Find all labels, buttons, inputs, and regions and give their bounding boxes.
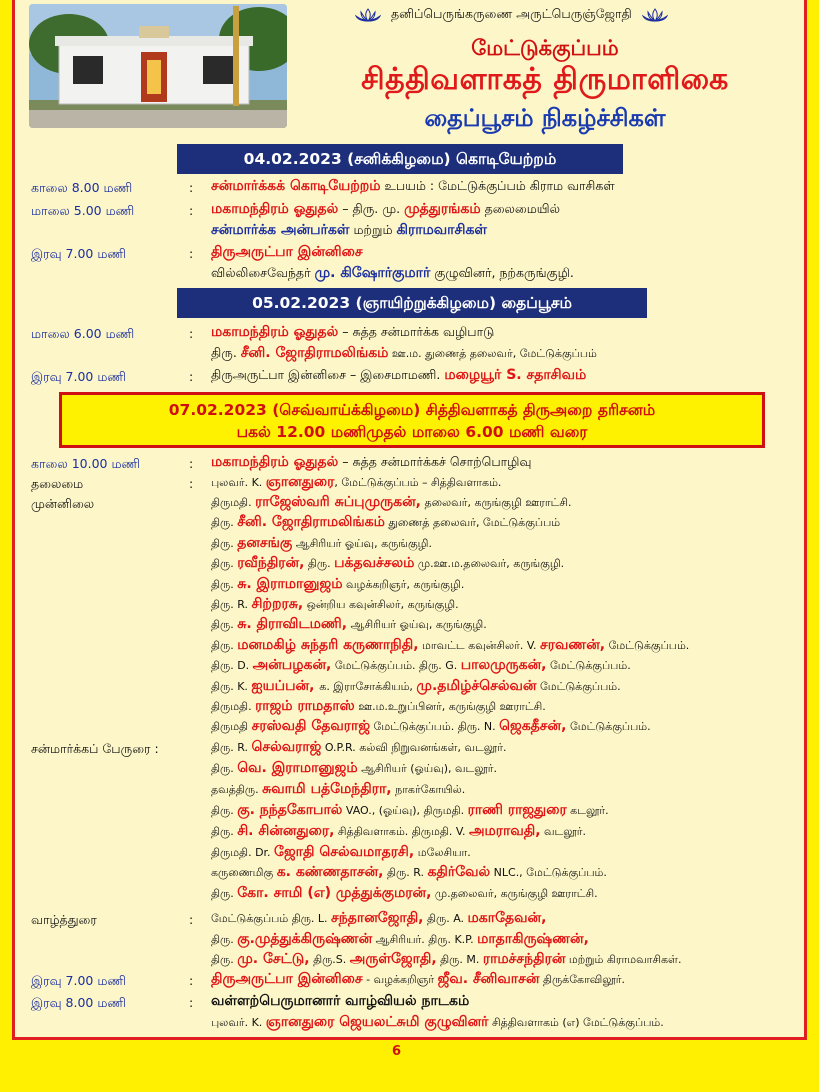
event-text: சித்திவளாகம். திருமதி. V. bbox=[334, 824, 469, 838]
person-name: ஜோதி செல்வமாதரசி, bbox=[274, 843, 415, 860]
person-name: சி. சின்னதுரை, bbox=[237, 822, 335, 839]
list-item bbox=[211, 864, 607, 882]
event-name: மகாமந்திரம் ஓதுதல் bbox=[211, 201, 339, 217]
thanks-label: வாழ்த்துரை bbox=[31, 912, 97, 927]
day3-e8-line2 bbox=[211, 1014, 664, 1032]
day3-e1-desc bbox=[211, 454, 531, 472]
person-name: தனசங்கு bbox=[237, 534, 293, 551]
list-item bbox=[211, 760, 497, 778]
event-text: திரு. R. bbox=[383, 866, 428, 880]
lotus-icon bbox=[355, 8, 381, 22]
day3-e7-desc bbox=[211, 971, 625, 989]
person-name: சு. திராவிடமணி, bbox=[237, 616, 348, 633]
page-number: 6 bbox=[392, 1044, 402, 1059]
event-text: – சுத்த சன்மார்க்கச் சொற்பொழிவு bbox=[338, 454, 532, 469]
event-text: வடலூர். bbox=[540, 824, 587, 838]
list-item bbox=[211, 931, 589, 949]
event-text: O.P.R. கல்வி நிறுவனங்கள், வடலூர். bbox=[321, 741, 507, 754]
event-text: கடலூர். bbox=[566, 803, 609, 817]
list-item bbox=[211, 616, 487, 634]
person-name: அமராவதி, bbox=[468, 822, 541, 839]
list-item bbox=[211, 739, 506, 757]
event-text: மலேசியா. bbox=[414, 845, 471, 859]
person-name: கதிர்வேல் bbox=[427, 864, 491, 881]
colon: : bbox=[189, 476, 194, 491]
event-text: தலைமையில் bbox=[480, 201, 561, 216]
event-text: திருஅருட்பா இன்னிசை – இசைமாமணி. bbox=[211, 367, 445, 382]
event-text: ஆசிரியர் ஓய்வு, கருங்குழி. bbox=[292, 536, 432, 550]
person-name: மனமகிழ் சுந்தரி கருணாநிதி, bbox=[237, 636, 419, 653]
event-text: திரு. bbox=[211, 887, 238, 901]
day1-e3-time: இரவு 7.00 மணி bbox=[31, 246, 127, 261]
lotus-icon bbox=[642, 8, 668, 22]
day2-banner: 05.02.2023 (ஞாயிற்றுக்கிழமை) தைப்பூசம் bbox=[177, 288, 647, 318]
page-title: சித்திவளாகத் திருமாளிகை bbox=[361, 62, 729, 97]
person-name: க. கண்ணதாசன், bbox=[276, 864, 384, 881]
colon: : bbox=[189, 203, 194, 218]
list-item bbox=[211, 657, 631, 675]
event-text: திரு. bbox=[211, 516, 238, 530]
event-text: திரு. bbox=[211, 932, 238, 946]
event-text: திரு. bbox=[211, 953, 238, 966]
person-name: ஞானதுரை ஜெயலட்சுமி குழுவினர் bbox=[265, 1014, 489, 1030]
day3-banner-line2: பகல் 12.00 மணிமுதல் மாலை 6.00 மணி வரை bbox=[236, 423, 588, 441]
event-text: கருணைமிகு bbox=[211, 866, 277, 880]
event-text: மு.தலைவர், கருங்குழி ஊராட்சி. bbox=[431, 887, 598, 901]
person-name: பாலமுருகன், bbox=[460, 657, 547, 674]
event-text: புலவர். K. bbox=[211, 476, 266, 489]
list-item bbox=[211, 698, 546, 716]
day3-e8-desc bbox=[211, 993, 469, 1011]
invocation-line bbox=[355, 6, 755, 23]
event-name: மகாமந்திரம் ஓதுதல் bbox=[211, 454, 339, 470]
day2-e2-desc bbox=[211, 367, 586, 385]
day3-e7-time: இரவு 7.00 மணி bbox=[31, 973, 127, 988]
event-text: திரு. bbox=[211, 536, 238, 550]
day1-e2-desc bbox=[211, 201, 560, 219]
colon: : bbox=[189, 180, 194, 195]
person-name: மழையூர் S. சதாசிவம் bbox=[444, 367, 587, 383]
presence-label: முன்னிலை bbox=[31, 496, 95, 511]
event-text: திரு. bbox=[211, 761, 238, 775]
chair-desc bbox=[211, 474, 501, 492]
page-subtitle: தைப்பூசம் நிகழ்ச்சிகள் bbox=[424, 104, 666, 132]
event-text: வில்லிசைவேந்தர் bbox=[211, 265, 315, 280]
event-text: திருமதி. bbox=[211, 700, 256, 713]
list-item bbox=[211, 718, 651, 736]
invocation-text: தனிப்பெருங்கருணை அருட்பெருஞ்ஜோதி bbox=[391, 6, 632, 21]
day1-e2-time: மாலை 5.00 மணி bbox=[31, 203, 135, 218]
event-text: திருமதி. Dr. bbox=[211, 845, 275, 859]
group-name: சன்மார்க்க அன்பர்கள் bbox=[211, 222, 350, 238]
person-name: பக்தவச்சலம் bbox=[334, 555, 415, 572]
event-text: ஆசிரியர். திரு. K.P. bbox=[372, 932, 478, 946]
event-text: திரு. M. bbox=[436, 953, 483, 966]
person-name: சிற்றரசு, bbox=[251, 596, 304, 612]
event-text: மற்றும் கிராமவாசிகள். bbox=[565, 953, 682, 966]
event-text: மேட்டுக்குப்பம். bbox=[546, 659, 631, 673]
event-text: – திரு. மு. bbox=[338, 201, 405, 216]
talk-label: சன்மார்க்கப் பேருரை : bbox=[31, 741, 159, 756]
person-name: சரஸ்வதி தேவராஜ் bbox=[251, 718, 371, 735]
list-item bbox=[211, 494, 571, 512]
event-text: மேட்டுக்குப்பம். bbox=[605, 638, 690, 652]
event-text: திரு. bbox=[211, 577, 238, 591]
person-name: வெ. இராமானுஜம் bbox=[237, 759, 358, 776]
event-text: திரு. R. bbox=[211, 598, 252, 611]
event-name: வள்ளற்பெருமானார் வாழ்வியல் நாடகம் bbox=[211, 993, 470, 1009]
event-text: துணைத் தலைவர், மேட்டுக்குப்பம் bbox=[384, 516, 561, 530]
list-item bbox=[211, 802, 609, 820]
person-name: மு. கிஷோர்குமார் bbox=[314, 265, 431, 281]
colon: : bbox=[189, 995, 194, 1010]
event-text: க. இராசோக்கியம், bbox=[319, 679, 417, 693]
event-text: - வழக்கறிஞர் bbox=[362, 973, 438, 986]
colon: : bbox=[189, 973, 194, 988]
day1-banner: 04.02.2023 (சனிக்கிழமை) கொடியேற்றம் bbox=[177, 144, 623, 174]
colon: : bbox=[189, 456, 194, 471]
person-name: மு. சேட்டு, bbox=[237, 951, 310, 967]
event-text: திருமதி. bbox=[211, 496, 256, 509]
list-item bbox=[211, 823, 586, 841]
event-text: திரு. K. bbox=[211, 679, 252, 693]
chair-label: தலைமை bbox=[31, 476, 84, 491]
flag-hoisting: சன்மார்க்கக் கொடியேற்றம் bbox=[211, 178, 381, 194]
colon: : bbox=[189, 912, 194, 927]
day2-e1-time: மாலை 6.00 மணி bbox=[31, 326, 135, 341]
event-text: VAO., (ஓய்வு), திருமதி. bbox=[342, 803, 468, 817]
person-name: மகாதேவன், bbox=[467, 910, 547, 926]
event-text: திரு. bbox=[211, 345, 241, 360]
place-name: மேட்டுக்குப்பம் bbox=[471, 36, 619, 60]
list-item bbox=[211, 535, 432, 553]
person-name: ஜெகதீசன், bbox=[499, 718, 567, 735]
event-text: தலைவர், கருங்குழி ஊராட்சி. bbox=[420, 496, 572, 509]
day2-e1-line2 bbox=[211, 345, 597, 363]
person-name: சந்தானஜோதி, bbox=[331, 910, 424, 926]
list-item bbox=[211, 885, 598, 903]
person-name: சீனி. ஜோதிராமலிங்கம் bbox=[240, 345, 389, 361]
event-text: ஆசிரியர் (ஓய்வு), வடலூர். bbox=[357, 761, 497, 775]
event-text: , மேட்டுக்குப்பம் – சித்திவளாகம். bbox=[334, 476, 502, 489]
day1-e1-desc bbox=[211, 178, 615, 196]
person-name: அருள்ஜோதி, bbox=[349, 951, 437, 967]
event-text: – சுத்த சன்மார்க்க வழிபாடு bbox=[338, 324, 495, 339]
person-name: கு. நந்தகோபால் bbox=[237, 801, 343, 818]
person-name: சீனி. ஜோதிராமலிங்கம் bbox=[237, 514, 385, 531]
event-text: மற்றும் bbox=[349, 222, 397, 237]
list-item bbox=[211, 555, 564, 573]
list-item bbox=[211, 910, 546, 928]
list-item bbox=[211, 514, 560, 532]
event-text: மாவட்ட கவுன்சிலர். V. bbox=[418, 638, 540, 652]
list-item bbox=[211, 781, 465, 799]
person-name: சுவாமி பத்மேந்திரா, bbox=[262, 780, 392, 797]
event-text: திரு. D. bbox=[211, 659, 253, 673]
event-text: திரு. bbox=[211, 557, 238, 571]
list-item bbox=[211, 576, 464, 594]
event-text: NLC., மேட்டுக்குப்பம். bbox=[490, 866, 607, 880]
day3-banner bbox=[59, 392, 765, 448]
event-text: வழக்கறிஞர், கருங்குழி. bbox=[342, 577, 465, 591]
event-text: ஒன்றிய கவுன்சிலர், கருங்குழி. bbox=[303, 598, 459, 611]
event-text: புலவர். K. bbox=[211, 1016, 266, 1029]
day3-banner-line1: 07.02.2023 (செவ்வாய்க்கிழமை) சித்திவளாகத் திருஅறை தரிசனம் bbox=[168, 401, 656, 419]
event-text: திரு. bbox=[211, 638, 238, 652]
list-item bbox=[211, 844, 471, 862]
event-text: சித்திவளாகம் (எ) மேட்டுக்குப்பம். bbox=[488, 1016, 664, 1029]
day2-e2-time: இரவு 7.00 மணி bbox=[31, 369, 127, 384]
event-text: மு.ஊ.ம.தலைவர், கருங்குழி. bbox=[414, 557, 565, 571]
page-frame bbox=[12, 0, 807, 1040]
person-name: சரவணன், bbox=[540, 636, 606, 653]
event-text: ஊ.ம.உறுப்பினர், கருங்குழி ஊராட்சி. bbox=[354, 700, 546, 713]
person-name: செல்வராஜ் bbox=[251, 739, 322, 755]
list-item bbox=[211, 596, 459, 614]
day3-e1-time: காலை 10.00 மணி bbox=[31, 456, 141, 471]
day1-e2-line2 bbox=[211, 222, 487, 240]
event-text: மேட்டுக்குப்பம். திரு. N. bbox=[370, 720, 500, 734]
person-name: ராஜம் ராமதாஸ் bbox=[255, 698, 355, 714]
person-name: ஞானதுரை bbox=[265, 474, 335, 490]
person-name: ரவீந்திரன், bbox=[237, 555, 305, 572]
colon: : bbox=[189, 326, 194, 341]
event-text: திரு. bbox=[211, 824, 238, 838]
person-name: ராணி ராஜதுரை bbox=[467, 801, 567, 818]
day1-e3-desc bbox=[211, 244, 363, 262]
group-name: கிராமவாசிகள் bbox=[396, 222, 488, 238]
event-text: திரு. R. bbox=[211, 741, 252, 754]
event-text: ஊ.ம. துணைத் தலைவர், மேட்டுக்குப்பம் bbox=[388, 347, 597, 360]
event-text: திரு. bbox=[304, 557, 335, 571]
person-name: அன்பழகன், bbox=[252, 657, 332, 674]
temple-photo bbox=[29, 4, 287, 128]
day2-e1-desc bbox=[211, 324, 494, 342]
person-name: கோ. சாமி (எ) முத்துக்குமரன், bbox=[237, 885, 432, 902]
event-text: திரு. A. bbox=[423, 912, 468, 925]
event-text: மேட்டுக்குப்பம். bbox=[566, 720, 651, 734]
list-item bbox=[211, 951, 681, 969]
event-text: குழுவினர், நற்கருங்குழி. bbox=[430, 265, 574, 280]
event-text: திரு. bbox=[211, 618, 238, 632]
event-name: திருஅருட்பா இன்னிசை bbox=[211, 244, 363, 260]
day1-e1-time: காலை 8.00 மணி bbox=[31, 180, 133, 195]
event-text: மேட்டுக்குப்பம். திரு. G. bbox=[331, 659, 461, 673]
person-name: கு.முத்துக்கிருஷ்ணன் bbox=[237, 930, 373, 947]
colon: : bbox=[189, 369, 194, 384]
event-text: தவத்திரு. bbox=[211, 782, 263, 796]
event-text: திருமதி bbox=[211, 720, 252, 734]
event-text: திரு. bbox=[211, 803, 238, 817]
person-name: ராமச்சந்திரன் bbox=[482, 951, 566, 967]
person-name: ஐயப்பன், bbox=[251, 677, 320, 694]
event-text: திருக்கோவிலூர். bbox=[539, 973, 626, 986]
person-name: முத்துரங்கம் bbox=[404, 201, 481, 217]
person-name: சு. இராமானுஜம் bbox=[237, 575, 343, 592]
list-item bbox=[211, 678, 621, 696]
event-text: மேட்டுக்குப்பம். bbox=[536, 679, 621, 693]
event-text: நாகர்கோயில். bbox=[391, 782, 466, 796]
event-name: திருஅருட்பா இன்னிசை bbox=[211, 971, 363, 987]
person-name: மாதாகிருஷ்ணன், bbox=[477, 930, 589, 947]
event-text: ஆசிரியர் ஓய்வு, கருங்குழி. bbox=[347, 618, 487, 632]
event-text: மேட்டுக்குப்பம் திரு. L. bbox=[211, 912, 332, 925]
person-name: ஜீவ. சீனிவாசன் bbox=[437, 971, 540, 987]
day3-e8-time: இரவு 8.00 மணி bbox=[31, 995, 127, 1010]
person-name: மு.தமிழ்ச்செல்வன் bbox=[416, 677, 537, 694]
person-name: ராஜேஸ்வரி சுப்புமுருகன், bbox=[255, 494, 421, 510]
list-item bbox=[211, 637, 689, 655]
colon: : bbox=[189, 246, 194, 261]
event-name: மகாமந்திரம் ஓதுதல் bbox=[211, 324, 339, 340]
day1-e3-line2 bbox=[211, 265, 574, 283]
event-text: திரு.S. bbox=[309, 953, 350, 966]
sponsor-text: உபயம் : மேட்டுக்குப்பம் கிராம வாசிகள் bbox=[380, 178, 615, 193]
